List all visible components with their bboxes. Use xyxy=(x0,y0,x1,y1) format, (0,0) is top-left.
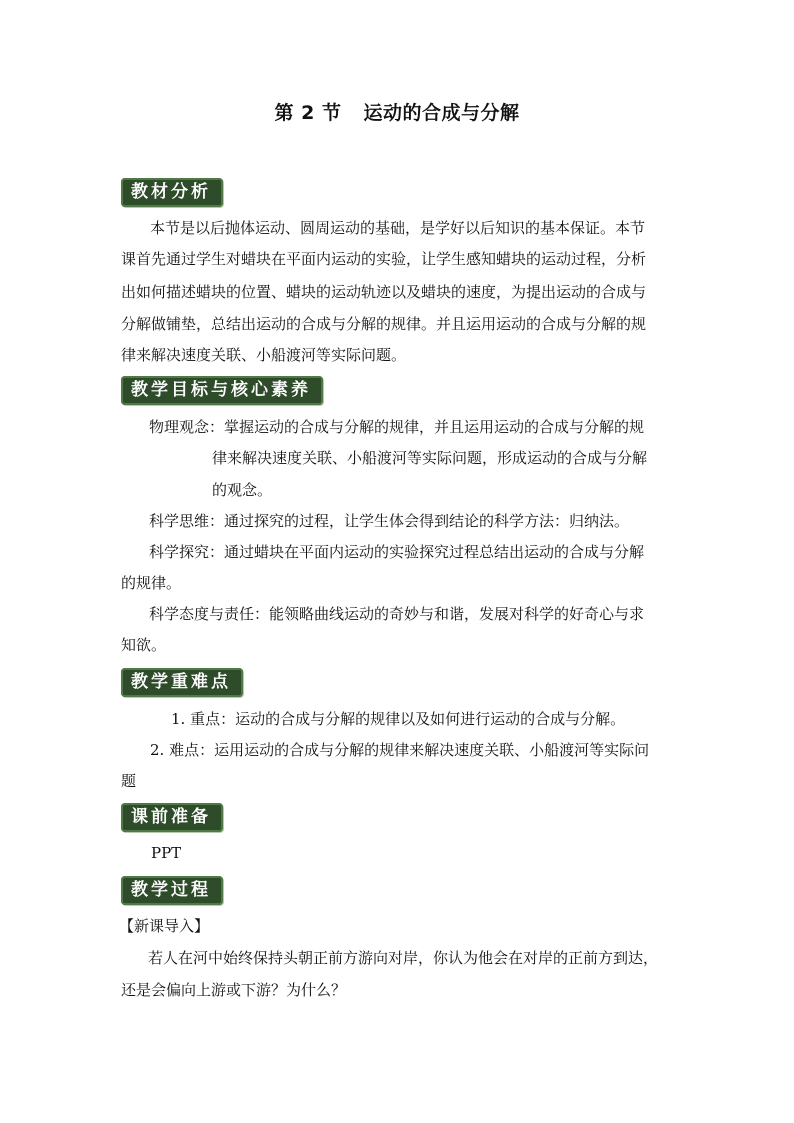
goal-physics-line: 律来解决速度关联、小船渡河等实际问题，形成运动的合成与分解 xyxy=(212,449,648,467)
goal-inquiry-line: 科学探究：通过蜡块在平面内运动的实验探究过程总结出运动的合成与分解 xyxy=(149,543,645,561)
goal-attitude-line: 知欲。 xyxy=(121,636,167,654)
process-subheading: 【新课导入】 xyxy=(119,917,210,935)
analysis-line: 分解做铺垫，总结出运动的合成与分解的规律。并且运用运动的合成与分解的规 xyxy=(121,315,647,333)
difficult-point-line: 2. 难点：运用运动的合成与分解的规律来解决速度关联、小船渡河等实际问 xyxy=(150,741,650,759)
heading-keypoints: 教学重难点 xyxy=(121,668,243,697)
goal-thinking: 科学思维：通过探究的过程，让学生体会得到结论的科学方法：归纳法。 xyxy=(149,512,630,530)
section-number: 第 2 节 xyxy=(274,102,342,124)
analysis-line: 出如何描述蜡块的位置、蜡块的运动轨迹以及蜡块的速度，为提出运动的合成与 xyxy=(121,283,647,301)
heading-goals: 教学目标与核心素养 xyxy=(121,376,323,405)
heading-preparation: 课前准备 xyxy=(121,803,223,832)
goal-inquiry-line: 的规律。 xyxy=(121,574,182,592)
heading-analysis: 教材分析 xyxy=(121,178,223,207)
preparation-text: PPT xyxy=(151,844,182,862)
analysis-line: 本节是以后抛体运动、圆周运动的基础，是学好以后知识的基本保证。本节 xyxy=(150,219,646,237)
heading-process: 教学过程 xyxy=(121,876,223,905)
goal-physics-line: 物理观念：掌握运动的合成与分解的规律，并且运用运动的合成与分解的规 xyxy=(149,418,645,436)
page-title xyxy=(0,98,794,125)
key-point: 1. 重点：运动的合成与分解的规律以及如何进行运动的合成与分解。 xyxy=(171,710,626,728)
analysis-line: 律来解决速度关联、小船渡河等实际问题。 xyxy=(121,346,407,364)
difficult-point-line: 题 xyxy=(121,772,137,790)
goal-physics-line: 的观念。 xyxy=(212,481,273,499)
analysis-line: 课首先通过学生对蜡块在平面内运动的实验，让学生感知蜡块的运动过程，分析 xyxy=(121,250,647,268)
section-name: 运动的合成与分解 xyxy=(363,102,520,124)
process-line: 若人在河中始终保持头朝正前方游向对岸，你认为他会在对岸的正前方到达， xyxy=(148,949,659,967)
goal-attitude-line: 科学态度与责任：能领略曲线运动的奇妙与和谐，发展对科学的好奇心与求 xyxy=(149,605,645,623)
process-line: 还是会偏向上游或下游？为什么？ xyxy=(121,981,347,999)
